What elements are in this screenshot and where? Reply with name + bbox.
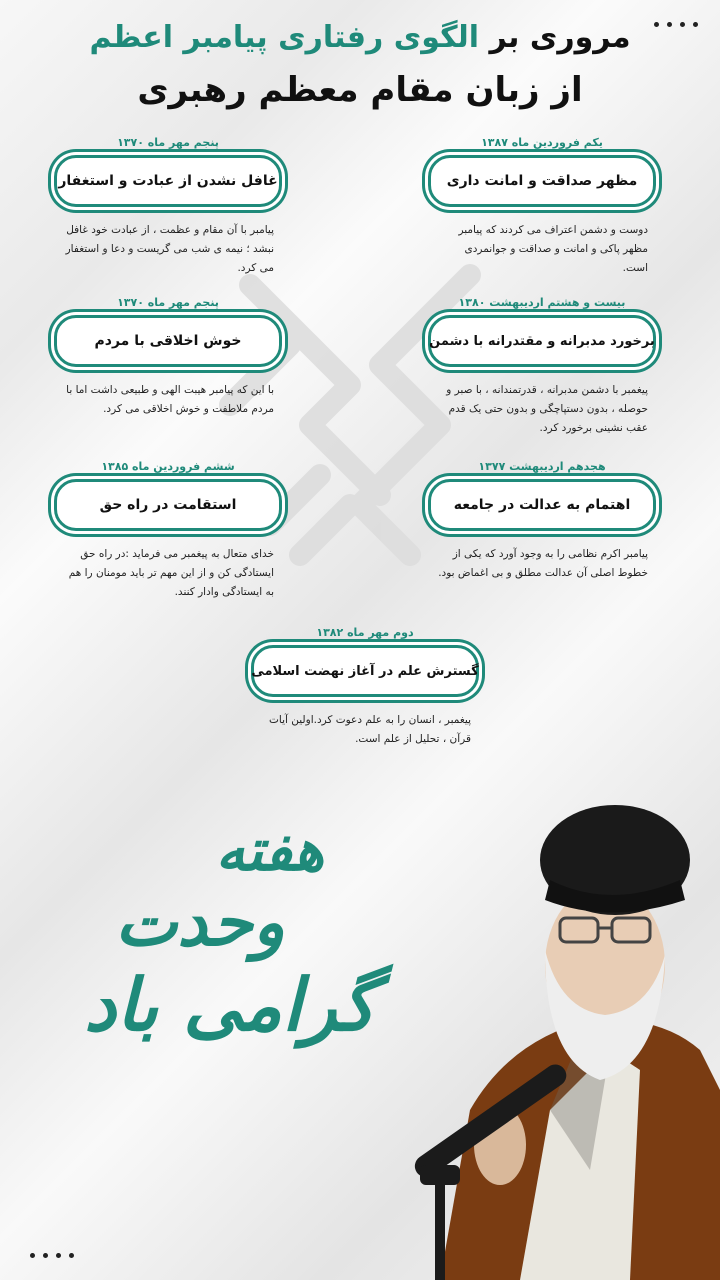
- list-item: بیست و هشتم اردیبهشت ۱۳۸۰ برخورد مدبرانه و مقتدرانه با دشمن پیغمبر با دشمن مدبرانه ، قدرتمندانه ، با صبر و حوصله ، بدون دستپاچگی و بدون حتی یک قدم عقب نشینی برخورد کرد.: [429, 296, 655, 434]
- title-highlight: الگوی رفتاری پیامبر اعظم: [89, 20, 480, 55]
- item-title-box: خوش اخلاقی با مردم: [54, 315, 282, 367]
- list-item: هجدهم اردیبهشت ۱۳۷۷ اهتمام به عدالت در جامعه پیامبر اکرم نظامی را به وجود آورد که یکی از خطوط اصلی آن عدالت مطلق و بی اغماض بود.: [422, 460, 662, 583]
- svg-text:وحدت: وحدت: [115, 883, 285, 961]
- list-item: پنجم مهر ماه ۱۳۷۰ غافل نشدن از عبادت و استغفار پیامبر با آن مقام و عظمت ، از عبادت خود غافل نبشد ؛ نیمه ی شب می گریست و دعا و استغفار می کرد.: [48, 136, 288, 278]
- calligraphy: [40, 800, 440, 1060]
- item-title-box: استقامت در راه حق: [54, 479, 282, 531]
- portrait-photo: [400, 750, 720, 1280]
- item-title-box: غافل نشدن از عبادت و استغفار: [54, 155, 282, 207]
- list-item: پنجم مهر ماه ۱۳۷۰ خوش اخلاقی با مردم با این که پیامبر هیبت الهی و طبیعی داشت اما با مردم ملاطفت و خوش اخلاقی می کرد.: [48, 296, 288, 419]
- item-title-box: مظهر صداقت و امانت داری: [428, 155, 656, 207]
- page-title: مروری بر الگوی رفتاری پیامبر اعظم: [89, 20, 631, 55]
- item-title-box: گسترش علم در آغاز نهضت اسلامی: [251, 645, 479, 697]
- list-item: ششم فروردین ماه ۱۳۸۵ استقامت در راه حق خدای متعال به پیغمبر می فرماید :در راه حق ایستادگی کن و از این مهم تر باید مومنان را هم به ایستادگی وادار کنند.: [48, 460, 288, 602]
- list-item: یکم فروردین ماه ۱۳۸۷ مظهر صداقت و امانت داری دوست و دشمن اعتراف می کردند که پیامبر مظهر پاکی و امانت و صداقت و جوانمردی است.: [422, 136, 662, 278]
- svg-text:هفته: هفته: [215, 816, 325, 884]
- svg-text:گرامی باد: گرامی باد: [84, 962, 376, 1047]
- item-title-box: برخورد مدبرانه و مقتدرانه با دشمن: [428, 315, 656, 367]
- dots-icon: [30, 1253, 74, 1258]
- page-subtitle: از زبان مقام معظم رهبری: [137, 70, 583, 110]
- item-title-box: اهتمام به عدالت در جامعه: [428, 479, 656, 531]
- list-item: دوم مهر ماه ۱۳۸۲ گسترش علم در آغاز نهضت اسلامی پیغمبر ، انسان را به علم دعوت کرد.اولین آیات قرآن ، تحلیل از علم است.: [251, 626, 479, 745]
